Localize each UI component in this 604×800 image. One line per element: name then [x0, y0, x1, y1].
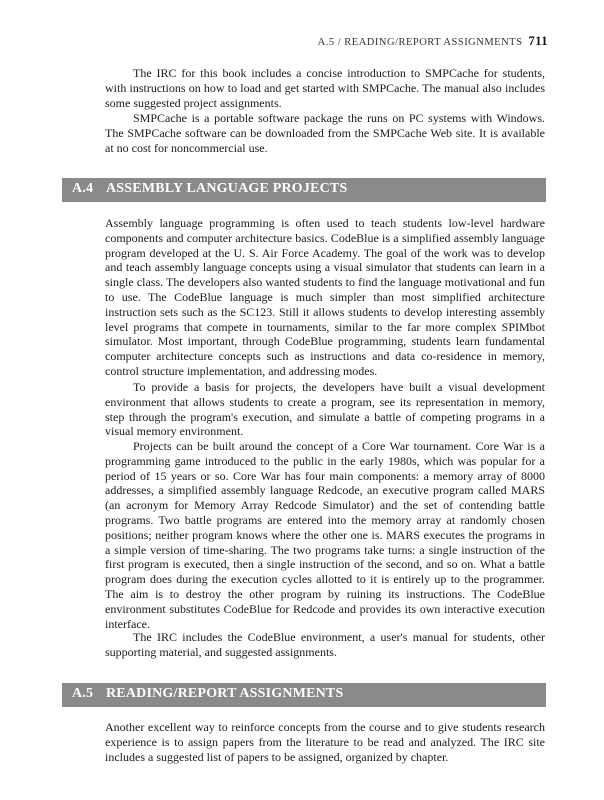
running-head-title: A.5 / READING/REPORT ASSIGNMENTS: [317, 37, 523, 48]
section-heading-a5: [62, 683, 546, 707]
section-number: A.5: [72, 686, 94, 701]
intro-paragraph-2: SMPCache is a portable software package the runs on PC systems with Windows. The SMPCache software can be downloaded from the SMPCache Web site. It is available at no cost for noncommercial use.: [105, 111, 545, 155]
a4-paragraph-2: To provide a basis for projects, the developers have built a visual development environment that allows students to create a program, see its representation in memory, step through the program's execution, and simulate a battle of competing programs in a visual memory environment.: [105, 380, 545, 439]
section-heading-a4: [62, 178, 546, 202]
a4-paragraph-3: Projects can be built around the concept of a Core War tournament. Core War is a programming game introduced to the public in the early 1980s, which was popular for a period of 15 years or so. Core War has four main components: a memory array of 8000 addresses, a simplified assembly language Redcode, an executive program called MARS (an acronym for Memory Array Redcode Simulator) and the set of contending battle programs. Two battle programs are entered into the memory array at randomly chosen positions; neither program knows where the other one is. MARS executes the programs in a simple version of time-sharing. The two programs take turns: a single instruction of the first program is executed, then a single instruction of the second, and so on. What a battle program does during the execution cycles allotted to it is entirely up to the programmer. The aim is to destroy the other program by ruining its instructions. The CodeBlue environment substitutes CodeBlue for Redcode and provides its own interactive execution interface.: [105, 439, 545, 631]
a5-paragraph-1: Another excellent way to reinforce concepts from the course and to give students research experience is to assign papers from the literature to be read and analyzed. The IRC site includes a suggested list of papers to be assigned, organized by chapter.: [105, 720, 545, 764]
section-title: READING/REPORT ASSIGNMENTS: [106, 686, 344, 701]
intro-paragraph-1: The IRC for this book includes a concise introduction to SMPCache for students, with instructions on how to load and get started with SMPCache. The manual also includes some suggested project assignments.: [105, 66, 545, 110]
a4-paragraph-1: Assembly language programming is often used to teach students low-level hardware components and computer architecture basics. CodeBlue is a simplified assembly language program developed at the U. S. Air Force Academy. The goal of the work was to develop and teach assembly language concepts using a visual simulator that students can learn in a single class. The developers also wanted students to find the language motivational and fun to use. The CodeBlue language is much simpler than most simplified architecture instruction sets such as the SC123. Still it allows students to develop interesting assembly level programs that compete in tournaments, similar to the far more complex SPIMbot simulator. Most important, through CodeBlue programming, students learn fundamental computer architecture concepts such as instructions and data co-residence in memory, control structure implementation, and addressing modes.: [105, 216, 545, 378]
section-number: A.4: [72, 181, 94, 196]
a4-paragraph-4: The IRC includes the CodeBlue environment, a user's manual for students, other supporting material, and suggested assignments.: [105, 630, 545, 659]
page-number: 711: [528, 34, 548, 48]
running-head: [318, 34, 548, 49]
section-title: ASSEMBLY LANGUAGE PROJECTS: [106, 181, 348, 196]
